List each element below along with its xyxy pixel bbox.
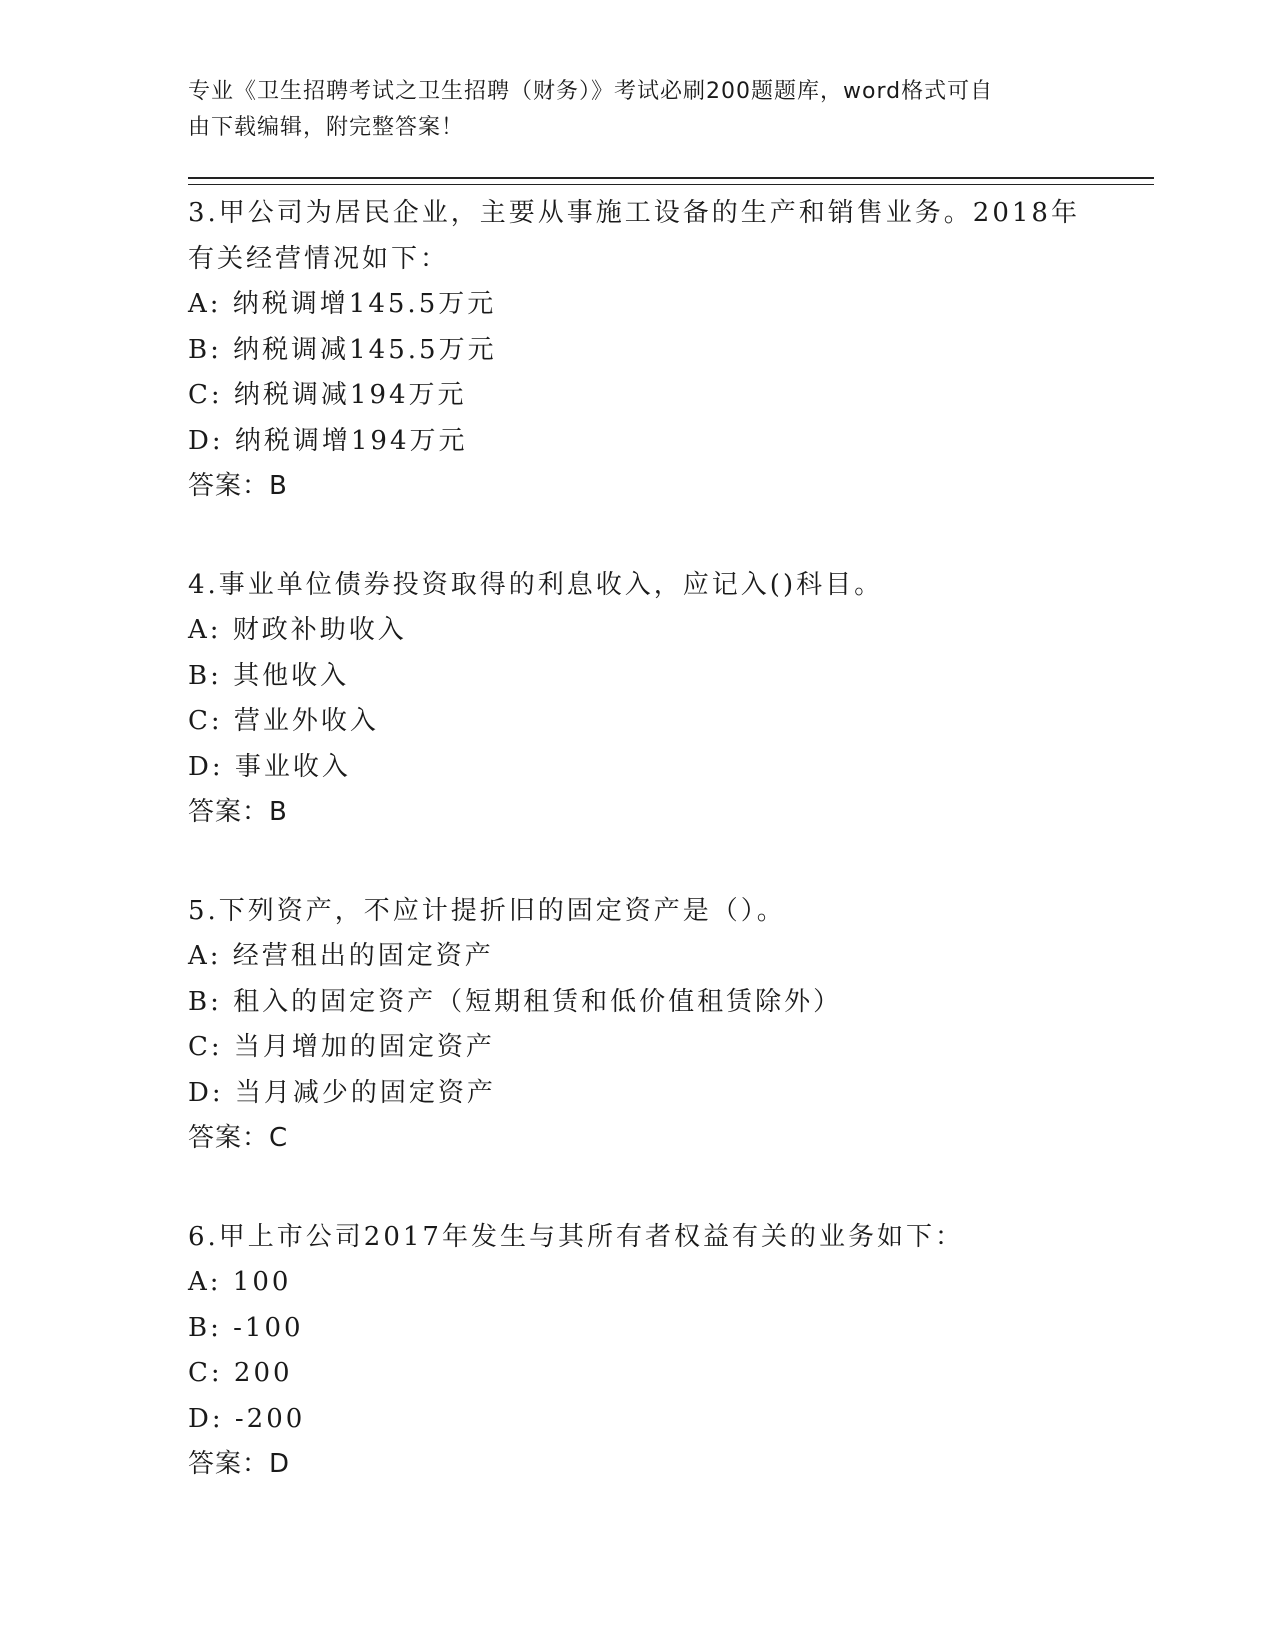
header-line-2: 由下载编辑，附完整答案！ [188,115,465,140]
question-4-option-c: C: 营业外收入 [188,706,379,736]
question-3-answer: 答案：B [188,471,288,501]
header-line-1: 专业《卫生招聘考试之卫生招聘（财务）》考试必刷200题题库，word格式可自 [188,79,994,104]
question-6-answer: 答案：D [188,1449,291,1479]
question-spacer [188,1160,1088,1214]
question-5-option-d: D: 当月减少的固定资产 [188,1077,496,1108]
question-4-stem: 4.事业单位债券投资取得的利息收入，应记入()科目。 [188,570,884,600]
header-divider-thin [188,184,1154,185]
question-spacer [188,508,1088,562]
question-6 [188,1214,1088,1486]
question-5-option-a: A: 经营租出的固定资产 [188,941,494,971]
question-5-option-b: B: 租入的固定资产（短期租赁和低价值租赁除外） [188,986,843,1017]
question-5-stem: 5.下列资产，不应计提折旧的固定资产是（）。 [188,896,786,926]
question-6-stem: 6.甲上市公司2017年发生与其所有者权益有关的业务如下： [188,1222,964,1252]
question-5-answer: 答案：C [188,1123,289,1153]
header-divider-thick [188,177,1154,179]
question-5-option-c: C: 当月增加的固定资产 [188,1032,495,1062]
question-6-option-a: A: 100 [188,1267,292,1297]
question-4-option-a: A: 财政补助收入 [188,615,407,645]
question-6-option-d: D: -200 [188,1403,306,1434]
question-4-answer: 答案：B [188,797,288,827]
question-spacer [188,834,1088,888]
question-3-option-c: C: 纳税调减194万元 [188,380,467,410]
question-3-stem-cont: 有关经营情况如下： [188,244,450,274]
question-4 [188,562,1088,834]
question-3-option-d: D: 纳税调增194万元 [188,425,468,456]
question-6-option-b: B: -100 [188,1312,304,1343]
question-3-option-a: A: 纳税调增145.5万元 [188,289,497,319]
question-5 [188,888,1088,1160]
question-list [188,190,1088,1486]
document-header [188,74,1068,146]
question-3-stem: 3.甲公司为居民企业，主要从事施工设备的生产和销售业务。2018年 [188,198,1080,228]
question-4-option-b: B: 其他收入 [188,660,350,691]
question-3 [188,190,1088,508]
question-4-option-d: D: 事业收入 [188,751,351,782]
question-3-option-b: B: 纳税调减145.5万元 [188,334,497,365]
question-6-option-c: C: 200 [188,1358,293,1388]
